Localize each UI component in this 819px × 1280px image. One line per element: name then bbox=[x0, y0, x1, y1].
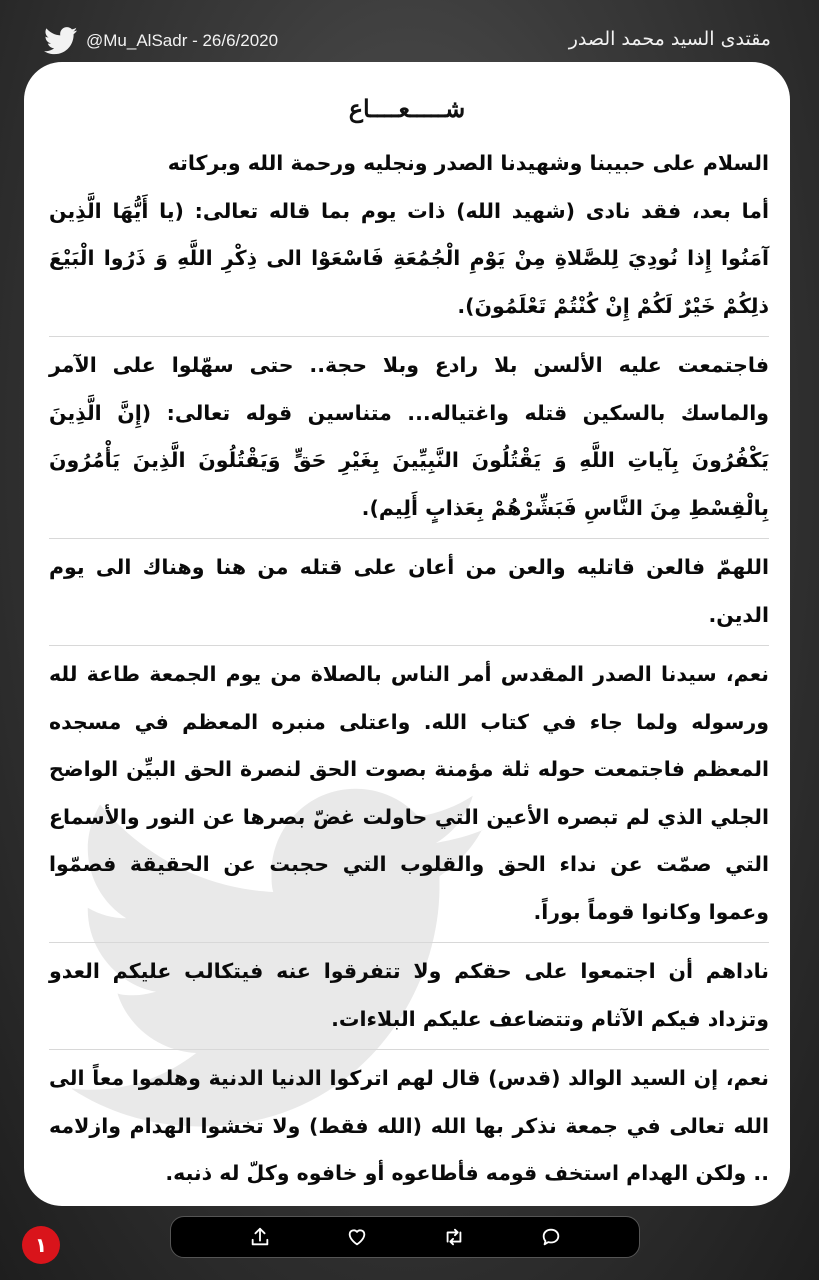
post-paragraph: أما بعد، فقد نادى (شهيد الله) ذات يوم بما قاله تعالى: (يا أَيُّهَا الَّذِين آمَنُوا إِذا نُودِيَ لِلصَّلاةِ مِنْ يَوْمِ الْجُمُعَةِ فَاسْعَوْا الى ذِكْرِ اللَّهِ وَ ذَرُوا الْبَيْعَ ذلِكُمْ خَيْرٌ لَكُمْ إِنْ كُنْتُمْ تَعْلَمُونَ). bbox=[49, 198, 769, 318]
share-button[interactable] bbox=[246, 1223, 274, 1251]
divider bbox=[49, 336, 769, 337]
post-title: شـــــعــــاع bbox=[348, 94, 466, 123]
reply-icon bbox=[540, 1226, 562, 1248]
like-button[interactable] bbox=[343, 1223, 371, 1251]
handle-date-text: @Mu_AlSadr - 26/6/2020 bbox=[86, 31, 279, 50]
post-body bbox=[49, 140, 769, 1198]
author-name: مقتدى السيد محمد الصدر bbox=[568, 28, 771, 50]
divider bbox=[49, 538, 769, 539]
account-handle[interactable] bbox=[44, 26, 278, 56]
post-paragraph: نعم، إن السيد الوالد (قدس) قال لهم اتركوا الدنيا الدنية وهلموا معاً الى الله تعالى في جمعة نذكر بها الله (الله فقط) ولا تخشوا الهدام وازلامه .. ولكن الهدام استخف قومه فأطاعوه أو خافوه وكلّ له ذنبه. bbox=[49, 1066, 769, 1185]
post-paragraph: السلام على حبيبنا وشهيدنا الصدر ونجليه ورحمة الله وبركاته bbox=[167, 151, 769, 175]
twitter-bird-icon bbox=[44, 27, 78, 55]
like-heart-icon bbox=[346, 1226, 368, 1248]
share-icon bbox=[249, 1226, 271, 1248]
post-paragraph: نعم، سيدنا الصدر المقدس أمر الناس بالصلاة من يوم الجمعة طاعة لله ورسوله ولما جاء في كتاب الله. واعتلى منبره المعظم في مسجده المعظم فاجتمعت حوله ثلة مؤمنة بصوت الحق لنصرة الحق البيِّن الواضح الجلي الذي لم تبصره الأعين التي حاولت غضّ بصرها عن النور والأسماع التي صمّت عن نداء الحق والقلوب التي حجبت عن الحقيقة فصمّوا وعموا وكانوا قوماً بوراً. bbox=[49, 662, 769, 924]
reply-button[interactable] bbox=[537, 1223, 565, 1251]
tweet-header bbox=[0, 0, 819, 62]
retweet-icon bbox=[443, 1226, 465, 1248]
post-card bbox=[24, 62, 790, 1206]
divider bbox=[49, 942, 769, 943]
post-paragraph: ناداهم أن اجتمعوا على حقكم ولا تتفرقوا عنه فيتكالب عليكم العدو وتزداد فيكم الآثام وتتضاعف عليكم البلاءات. bbox=[49, 959, 769, 1031]
retweet-button[interactable] bbox=[440, 1223, 468, 1251]
divider bbox=[49, 645, 769, 646]
tweet-action-bar bbox=[170, 1216, 640, 1258]
page-number-badge: ١ bbox=[22, 1226, 60, 1264]
post-paragraph: فاجتمعت عليه الألسن بلا رادع وبلا حجة.. حتى سهّلوا على الآمر والماسك بالسكين قتله واغتياله... متناسين قوله تعالى: (إِنَّ الَّذِينَ يَكْفُرُونَ بِآياتِ اللَّهِ وَ يَقْتُلُونَ النَّبِيِّينَ بِغَيْرِ حَقٍّ وَيَقْتُلُونَ الَّذِينَ يَأْمُرُونَ بِالْقِسْطِ مِنَ النَّاسِ فَبَشِّرْهُمْ بِعَذابٍ أَلِيم). bbox=[49, 353, 769, 520]
post-paragraph: اللهمّ فالعن قاتليه والعن من أعان على قتله من هنا وهناك الى يوم الدين. bbox=[49, 555, 769, 627]
divider bbox=[49, 1049, 769, 1050]
